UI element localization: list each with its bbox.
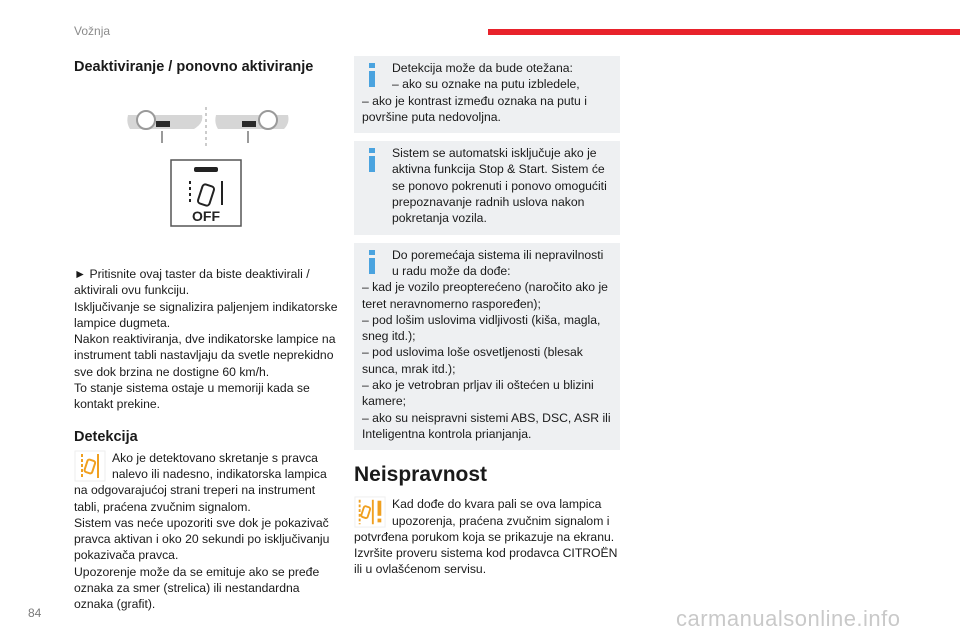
info-box-stop-start	[354, 141, 620, 234]
instruction-line-4: To stanje sistema ostaje u memoriji kada se kontakt prekine.	[74, 381, 310, 412]
lane-departure-warning-icon	[74, 450, 106, 482]
info-box-malfunctions	[354, 243, 620, 451]
detection-heading: Detekcija	[74, 428, 138, 445]
dashboard-illustration	[74, 76, 340, 266]
info-box-3-line-3: – pod uslovima loše osvetljenosti (blesak sunca, mrak itd.);	[362, 345, 583, 376]
info-box-3-line-5: – ako su neispravni sistemi ABS, DSC, ASR ili Inteligentna kontrola prianjanja.	[362, 410, 611, 441]
instruction-line-2: Isključivanje se signalizira paljenjem indikatorske lampice dugmeta.	[74, 299, 338, 330]
info-box-detection	[354, 56, 620, 133]
instruction-line-3: Nakon reaktiviranja, dve indikatorske lampice na instrument tabli nastavljaju da svetle neprekidno sve dok brzina ne dostigne 60 km/h.	[74, 332, 336, 379]
detection-text-2: Sistem vas neće upozoriti sve dok je pokazivač pravca aktivan i oko 20 sekundi po isključivanju pokazivača pravca.	[74, 515, 330, 563]
right-column	[354, 56, 620, 578]
page-number: 84	[28, 606, 42, 620]
info-icon	[368, 250, 376, 274]
fault-block	[354, 496, 620, 577]
deactivation-heading: Deaktiviranje / ponovno aktiviranje	[74, 59, 314, 75]
header-accent-bar	[488, 29, 960, 35]
watermark: carmanualsonline.info	[676, 606, 901, 631]
steering-wheel-icon	[124, 103, 304, 151]
header-section-label: Vožnja	[74, 24, 111, 38]
info-icon	[368, 148, 376, 172]
detection-text: Ako je detektovano skretanje s pravca nalevo ili nadesno, indikatorska lampica na odgovarajućoj strani treperi na instrument tabli, praćena zvučnim signalom.	[74, 450, 327, 514]
detection-block	[74, 450, 340, 613]
left-column	[74, 58, 340, 613]
info-box-1-title: Detekcija može da bude otežana:	[392, 61, 573, 75]
info-box-3-line-1: – kad je vozilo preopterećeno (naročito ako je teret neravnomerno raspoređen);	[362, 280, 608, 311]
info-icon	[368, 63, 376, 87]
lane-fault-warning-icon	[354, 496, 386, 528]
instruction-line-1: ► Pritisnite ovaj taster da biste deaktivirali / aktivirali ovu funkciju.	[74, 267, 310, 298]
lane-off-button-icon	[170, 159, 242, 227]
info-box-3-title: Do poremećaja sistema ili nepravilnosti u radu može da dođe:	[392, 247, 604, 278]
fault-text: Kad dođe do kvara pali se ova lampica upozorenja, praćena zvučnim signalom i potvrđena porukom koja se prikazuje na ekranu. Izvršite proveru sistema kod prodavca CITROËN ili u ovlašćenom servisu.	[354, 497, 618, 577]
info-box-3-line-4: – ako je vetrobran prljav ili oštećen u blizini kamere;	[362, 378, 594, 409]
off-label: OFF	[192, 208, 220, 224]
info-box-1-line-2: – ako je kontrast između oznaka na putu i površine puta nedovoljna.	[362, 93, 587, 124]
info-box-2-text: Sistem se automatski isključuje ako je aktivna funkcija Stop & Start. Sistem će se ponovo pokrenuti i ponovo omogućiti prepoznavanje radnih uslova nakon pokretanja vozila.	[392, 146, 607, 226]
fault-heading: Neispravnost	[354, 463, 488, 487]
info-box-1-line-1: – ako su oznake na putu izbledele,	[392, 77, 580, 92]
info-box-3-line-2: – pod lošim uslovima vidljivosti (kiša, magla, sneg itd.);	[362, 312, 601, 344]
detection-text-3: Upozorenje može da se emituje ako se pređe oznaka za smer (strelica) ili nestandardna oznaka (grafit).	[74, 564, 320, 612]
